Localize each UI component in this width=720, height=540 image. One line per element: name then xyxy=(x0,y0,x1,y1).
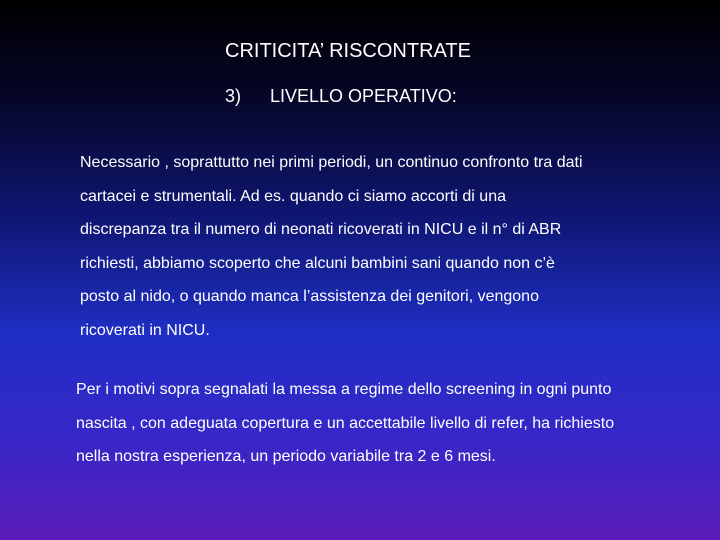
section-number: 3) xyxy=(225,86,242,106)
paragraph-line: richiesti, abbiamo scoperto che alcuni bambini sani quando non c’è xyxy=(80,254,555,272)
paragraph-line: Per i motivi sopra segnalati la messa a regime dello screening in ogni punto xyxy=(76,381,612,398)
paragraph-line: ricoverati in NICU. xyxy=(80,321,210,339)
section-heading-text: LIVELLO OPERATIVO: xyxy=(270,86,457,106)
paragraph-1 xyxy=(80,146,583,348)
paragraph-line: discrepanza tra il numero di neonati ricoverati in NICU e il n° di ABR xyxy=(80,221,562,239)
paragraph-line: nella nostra esperienza, un periodo variabile tra 2 e 6 mesi. xyxy=(76,448,496,466)
paragraph-line: nascita , con adeguata copertura e un accettabile livello di refer, ha richiesto xyxy=(76,414,615,432)
paragraph-line: posto al nido, o quando manca l’assistenza dei genitori, vengono xyxy=(80,288,539,306)
slide-title: CRITICITA’ RISCONTRATE xyxy=(225,40,471,62)
paragraph-2 xyxy=(76,373,614,474)
paragraph-line: cartacei e strumentali. Ad es. quando ci siamo accorti di una xyxy=(80,187,506,205)
paragraph-line: Necessario , soprattutto nei primi periodi, un continuo confronto tra dati xyxy=(80,154,583,171)
